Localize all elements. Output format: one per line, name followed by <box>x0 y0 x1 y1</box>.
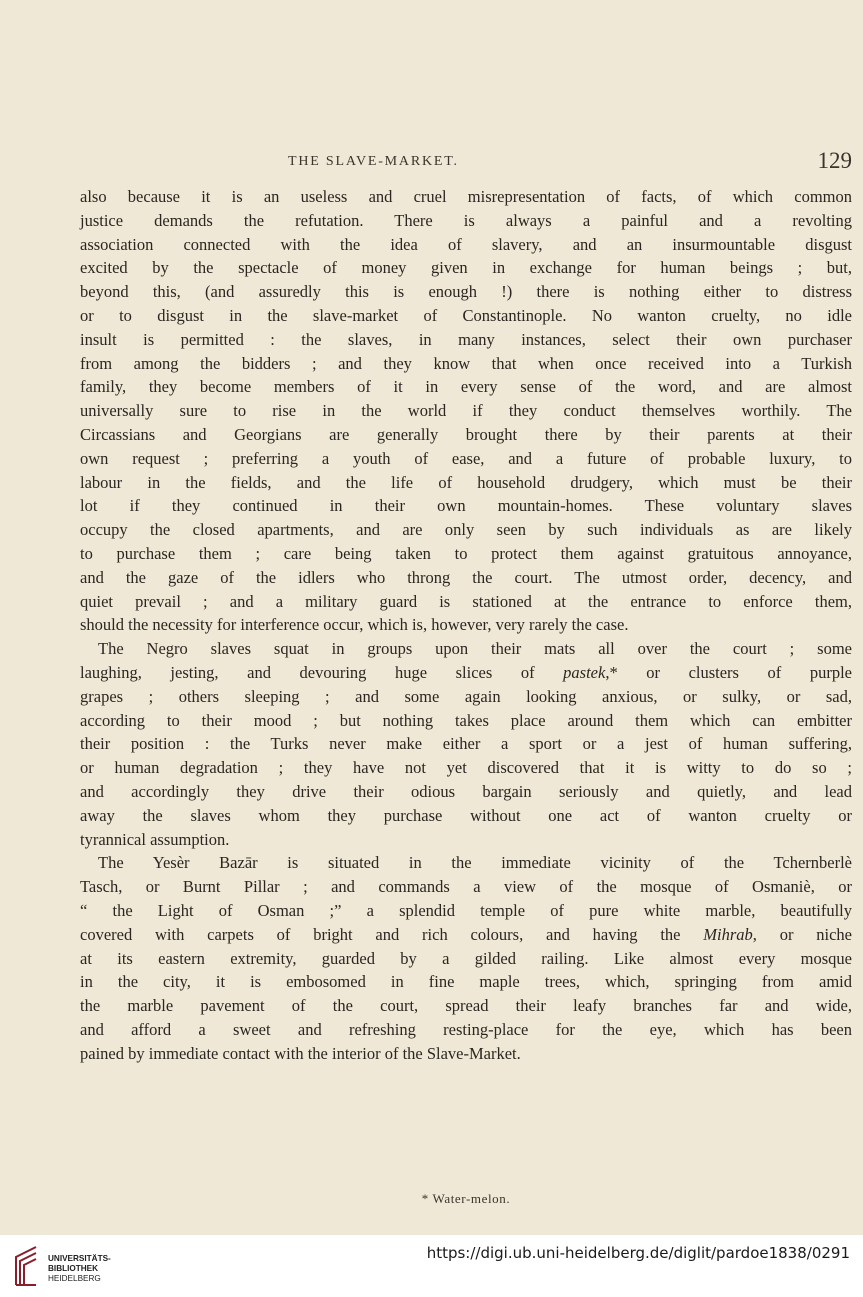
text-fragment: laughing, jesting, and devouring huge slices of <box>80 662 564 682</box>
text-line: Circassians and Georgians are generally brought there by their parents at their <box>80 424 852 444</box>
italic-term: pastek <box>563 662 606 682</box>
text-line: to purchase them ; care being taken to protect them against gratuitous annoyance, <box>80 543 852 563</box>
text-line: the marble pavement of the court, spread their leafy branches far and wide, <box>80 996 852 1016</box>
footnote: * Water-melon. <box>421 1191 511 1206</box>
text-line: at its eastern extremity, guarded by a gilded railing. Like almost every mosque <box>80 948 852 968</box>
text-line: and accordingly they drive their odious bargain seriously and quietly, and lead <box>80 781 852 801</box>
viewer-footer <box>0 1235 863 1297</box>
text-line: Tasch, or Burnt Pillar ; and commands a view of the mosque of Osmaniè, or <box>80 877 852 897</box>
text-line: quiet prevail ; and a military guard is stationed at the entrance to enforce them, <box>80 591 852 611</box>
text-line: or to disgust in the slave-market of Constantinople. No wanton cruelty, no idle <box>80 305 852 325</box>
running-title: THE SLAVE-MARKET. <box>288 154 459 169</box>
text-fragment: covered with carpets of bright and rich colours, and having the <box>80 924 704 944</box>
library-name-line: HEIDELBERG <box>48 1274 101 1283</box>
text-line: should the necessity for interference occur, which is, however, very rarely the case. <box>80 615 629 635</box>
text-line: beyond this, (and assuredly this is enough !) there is nothing either to distress <box>80 282 852 302</box>
text-line: insult is permitted : the slaves, in many instances, select their own purchaser <box>80 329 852 349</box>
library-name-line: UNIVERSITÄTS- <box>48 1254 111 1263</box>
library-name <box>48 1254 111 1284</box>
text-line: or human degradation ; they have not yet discovered that it is witty to do so ; <box>80 758 852 778</box>
text-line: occupy the closed apartments, and are only seen by such individuals as are likely <box>80 520 852 540</box>
library-logo-icon <box>10 1243 42 1289</box>
text-line: according to their mood ; but nothing takes place around them which can embitter <box>80 710 852 730</box>
italic-term: Mihrab <box>703 924 753 944</box>
text-line: justice demands the refutation. There is always a painful and a revolting <box>80 210 852 230</box>
text-line: their position : the Turks never make either a sport or a jest of human suffering, <box>80 734 852 754</box>
text-line-with-italic <box>80 661 852 685</box>
permalink[interactable]: https://digi.ub.uni-heidelberg.de/diglit/pardoe1838/0291 <box>426 1244 850 1262</box>
text-line: “ the Light of Osman ;” a splendid temple of pure white marble, beautifully <box>80 900 852 920</box>
text-line: and afford a sweet and refreshing resting-place for the eye, which has been <box>80 1019 852 1039</box>
text-line: lot if they continued in their own mountain-homes. These voluntary slaves <box>80 496 852 516</box>
text-line: association connected with the idea of slavery, and an insurmountable disgust <box>80 234 852 254</box>
library-name-line: BIBLIOTHEK <box>48 1264 99 1273</box>
text-line: labour in the fields, and the life of household drudgery, which must be their <box>80 472 852 492</box>
page-number: 129 <box>817 148 852 173</box>
text-fragment: , or niche <box>752 924 852 944</box>
running-head <box>80 150 852 176</box>
text-line: The Negro slaves squat in groups upon their mats all over the court ; some <box>98 639 852 659</box>
body-text <box>80 185 852 1206</box>
library-logo[interactable] <box>10 1243 120 1289</box>
text-line: and the gaze of the idlers who throng the court. The utmost order, decency, and <box>80 567 852 587</box>
text-line: excited by the spectacle of money given in exchange for human beings ; but, <box>80 258 852 278</box>
text-line: pained by immediate contact with the interior of the Slave-Market. <box>80 1043 521 1063</box>
text-line: from among the bidders ; and they know that when once received into a Turkish <box>80 353 852 373</box>
text-line: tyrannical assumption. <box>80 829 230 849</box>
text-line: own request ; preferring a youth of ease, and a future of probable luxury, to <box>80 448 852 468</box>
text-line: The Yesèr Bazār is situated in the immediate vicinity of the Tchernberlè <box>98 853 852 873</box>
text-line: also because it is an useless and cruel misrepresentation of facts, of which common <box>80 187 852 206</box>
text-line: in the city, it is embosomed in fine maple trees, which, springing from amid <box>80 972 852 992</box>
text-line: grapes ; others sleeping ; and some again looking anxious, or sulky, or sad, <box>80 686 852 706</box>
text-fragment: ,* or clusters of purple <box>605 662 852 682</box>
text-line: away the slaves whom they purchase without one act of wanton cruelty or <box>80 805 852 825</box>
text-line: universally sure to rise in the world if they conduct themselves worthily. The <box>80 401 852 421</box>
text-line: family, they become members of it in every sense of the word, and are almost <box>80 377 852 397</box>
text-line-with-italic <box>80 923 852 947</box>
